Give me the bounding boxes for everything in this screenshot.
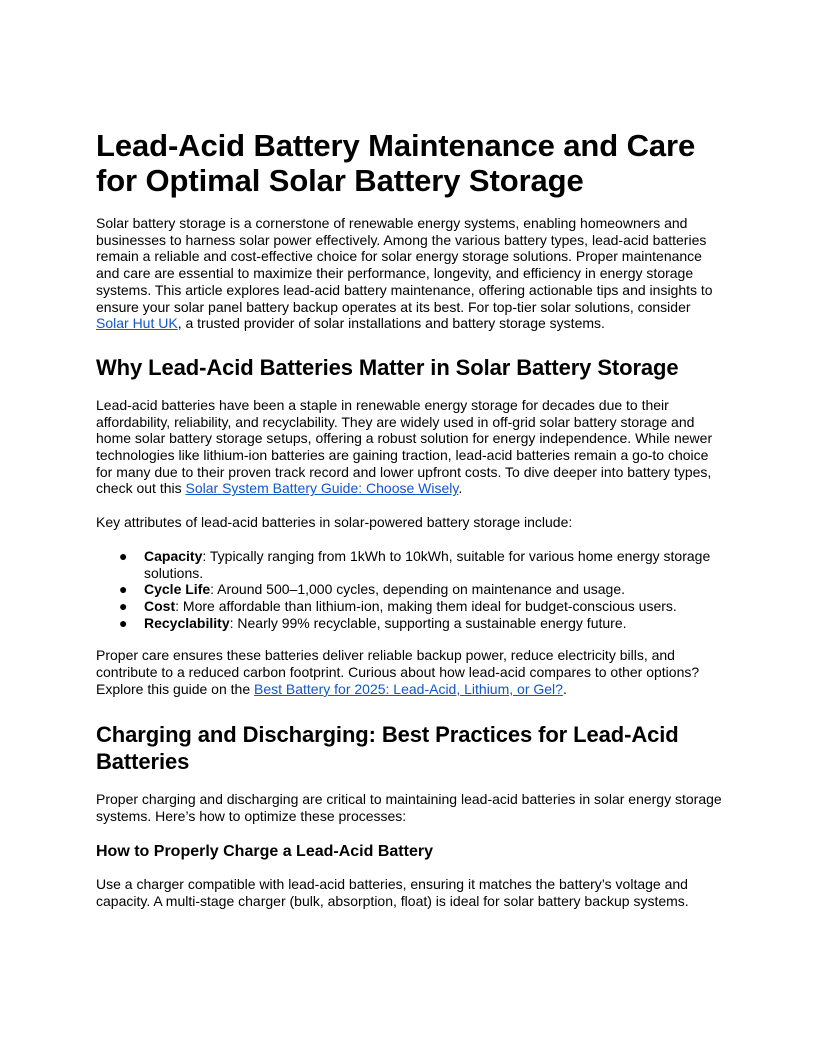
list-item-text: : Typically ranging from 1kWh to 10kWh, suitable for various home energy storage solutions. <box>144 547 711 581</box>
section2-paragraph-2: Use a charger compatible with lead-acid batteries, ensuring it matches the battery’s voltage and capacity. A multi-stage charger (bulk, absorption, float) is ideal for solar battery backup systems. <box>96 875 689 909</box>
list-item-text: : Nearly 99% recyclable, supporting a sustainable energy future. <box>229 614 627 631</box>
attributes-list <box>96 548 724 632</box>
list-item-cost <box>96 598 724 615</box>
section-heading-why-lead-acid: Why Lead-Acid Batteries Matter in Solar Battery Storage <box>96 354 679 380</box>
section1-p3-text: Proper care ensures these batteries deliver reliable backup power, reduce electricity bills, and contribute to a reduced carbon footprint. Curious about how lead-acid compares to other options? Explore this guide on the <box>96 647 700 697</box>
list-item-recyclability <box>96 615 724 632</box>
list-item-cycle-life <box>96 581 724 598</box>
section1-paragraph-3 <box>96 647 724 697</box>
best-battery-2025-link[interactable]: Best Battery for 2025: Lead-Acid, Lithium, or Gel? <box>254 680 563 697</box>
section1-p1-text: Lead-acid batteries have been a staple in renewable energy storage for decades due to their affordability, reliability, and recyclability. They are widely used in off-grid solar battery storage and home solar battery storage setups, offering a robust solution for energy independence. While newer technologies like lithium-ion batteries are gaining traction, lead-acid batteries remain a go-to choice for many due to their proven track record and lower upfront costs. To dive deeper into battery types, check out this <box>96 396 713 497</box>
section1-p1-after: . <box>458 480 463 497</box>
intro-text-before: Solar battery storage is a cornerstone of renewable energy systems, enabling homeowners and businesses to harness solar power effectively. Among the various battery types, lead-acid batteries remain a reliable and cost-effective choice for solar energy storage solutions. Proper maintenance and care are essential to maximize their performance, longevity, and efficiency in energy storage systems. This article explores lead-acid battery maintenance, offering actionable tips and insights to ensure your solar panel battery backup operates at its best. For top-tier solar solutions, consider <box>96 215 713 315</box>
list-item-text: : More affordable than lithium-ion, making them ideal for budget-conscious users. <box>175 597 677 614</box>
section1-paragraph-2: Key attributes of lead-acid batteries in solar-powered battery storage include: <box>96 514 573 531</box>
section-heading-charging: Charging and Discharging: Best Practices for Lead-Acid Batteries <box>96 722 679 775</box>
subheading-how-to-charge: How to Properly Charge a Lead-Acid Battery <box>96 842 433 860</box>
list-item-capacity <box>96 548 724 581</box>
battery-guide-link[interactable]: Solar System Battery Guide: Choose Wisely <box>185 480 459 497</box>
list-item-text: : Around 500–1,000 cycles, depending on maintenance and usage. <box>210 581 626 598</box>
list-item-label: Recyclability <box>144 614 230 631</box>
list-item-label: Capacity <box>144 547 203 564</box>
list-item-label: Cycle Life <box>144 581 211 598</box>
section1-p3-after: . <box>562 680 567 697</box>
bullet-icon: ● <box>119 547 128 564</box>
page-title: Lead-Acid Battery Maintenance and Care for Optimal Solar Battery Storage <box>96 128 696 198</box>
list-item-label: Cost <box>144 597 176 614</box>
bullet-icon: ● <box>119 597 128 614</box>
solar-hut-uk-link[interactable]: Solar Hut UK <box>96 315 178 332</box>
bullet-icon: ● <box>119 614 128 631</box>
intro-paragraph <box>96 215 724 332</box>
section1-paragraph-1 <box>96 397 724 497</box>
document-page <box>96 128 724 926</box>
bullet-icon: ● <box>119 581 128 598</box>
intro-text-after: , a trusted provider of solar installations and battery storage systems. <box>177 315 605 332</box>
section2-paragraph-1: Proper charging and discharging are critical to maintaining lead-acid batteries in solar energy storage systems. Here’s how to optimize these processes: <box>96 791 722 825</box>
